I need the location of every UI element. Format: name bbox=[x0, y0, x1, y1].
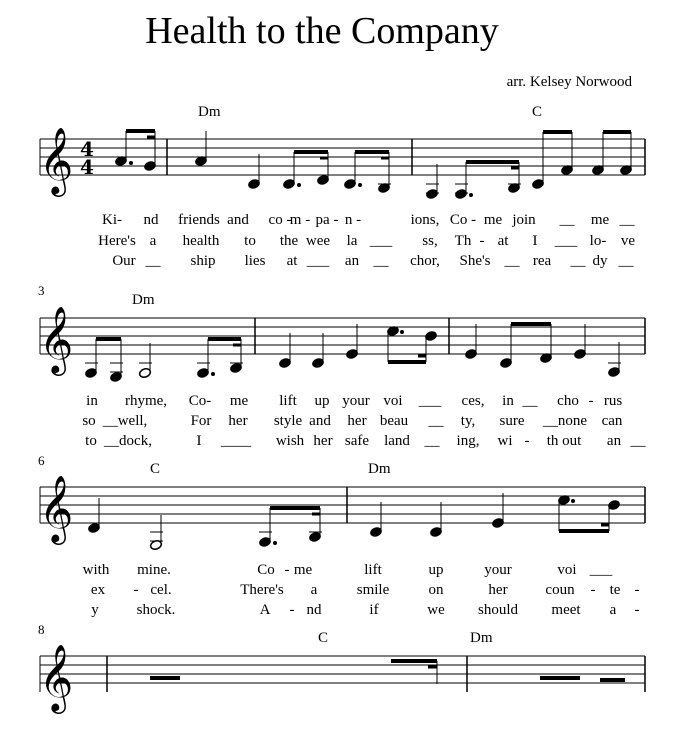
lyric-syllable: ing, bbox=[456, 433, 480, 449]
lyric-syllable: a bbox=[149, 233, 157, 249]
lyric-syllable: nd bbox=[306, 602, 322, 618]
lyric-syllable: me bbox=[293, 562, 313, 578]
lyric-syllable: if bbox=[369, 602, 379, 618]
lyric-syllable: an bbox=[344, 253, 360, 269]
treble-clef-icon: 𝄞 bbox=[39, 643, 74, 711]
chord-symbol: Dm bbox=[198, 104, 221, 120]
measure-number: 3 bbox=[38, 283, 45, 298]
lyric-syllable: pa - bbox=[315, 212, 339, 228]
lyric-syllable: lift bbox=[279, 393, 297, 409]
lyric-syllable: te bbox=[609, 582, 621, 598]
lyric-syllable: me bbox=[590, 212, 610, 228]
chord-symbol: Dm bbox=[368, 461, 391, 477]
measure-number: 6 bbox=[38, 453, 45, 468]
lyric-syllable: lo- bbox=[589, 233, 607, 249]
lyric-syllable: n - bbox=[344, 212, 362, 228]
lyric-syllable: beau bbox=[379, 413, 409, 429]
chord-symbol: Dm bbox=[132, 292, 155, 308]
lyric-syllable: and bbox=[227, 212, 249, 228]
lyric-syllable: the bbox=[279, 233, 299, 249]
lyric-syllable: sure bbox=[499, 413, 525, 429]
lyric-syllable: shock. bbox=[136, 602, 176, 618]
chord-symbol: C bbox=[532, 104, 543, 120]
lyric-syllable: - bbox=[284, 562, 290, 578]
lyric-syllable: in bbox=[502, 393, 514, 409]
lyric-syllable: with bbox=[82, 562, 110, 578]
lyric-syllable: wee bbox=[305, 233, 331, 249]
lyric-syllable: Th bbox=[454, 233, 472, 249]
lyric-syllable: ___ bbox=[418, 393, 442, 409]
lyric-syllable: Co- bbox=[188, 393, 212, 409]
lyric-syllable: - bbox=[289, 602, 295, 618]
lyric-syllable: ex bbox=[90, 582, 106, 598]
lyric-syllable: Our bbox=[112, 253, 136, 269]
lyric-syllable: __none bbox=[542, 413, 588, 429]
lyric-syllable: chor, bbox=[410, 253, 440, 269]
lyric-syllable: - bbox=[634, 582, 640, 598]
lyric-syllable: Co bbox=[257, 562, 275, 578]
lyric-syllable: wi bbox=[497, 433, 513, 449]
lyric-syllable: - bbox=[588, 393, 594, 409]
lyric-syllable: ___ bbox=[306, 253, 330, 269]
lyric-syllable: her bbox=[488, 582, 508, 598]
lyric-syllable: to bbox=[244, 233, 256, 249]
lyric-syllable: __ bbox=[373, 253, 389, 269]
lyric-syllable: - bbox=[524, 433, 530, 449]
lyric-syllable: ___ bbox=[369, 233, 393, 249]
lyric-syllable: cho bbox=[557, 393, 579, 409]
lyric-syllable: ve bbox=[620, 233, 636, 249]
chord-symbol: C bbox=[318, 630, 329, 646]
lyric-syllable: a bbox=[310, 582, 318, 598]
lyric-syllable: ____ bbox=[221, 433, 251, 449]
lyric-syllable: we bbox=[427, 602, 445, 618]
lyric-syllable: I bbox=[196, 433, 202, 449]
arranger-credit: arr. Kelsey Norwood bbox=[506, 74, 632, 90]
treble-clef-icon: 𝄞 bbox=[39, 474, 74, 542]
staff-notation bbox=[0, 305, 684, 398]
measure-number: 8 bbox=[38, 622, 45, 637]
lyric-syllable: in bbox=[86, 393, 98, 409]
lyric-syllable: lift bbox=[364, 562, 382, 578]
lyric-syllable: ions, bbox=[410, 212, 440, 228]
lyric-syllable: __ bbox=[424, 433, 440, 449]
page-title: Health to the Company bbox=[145, 10, 499, 52]
lyric-syllable: __ bbox=[145, 253, 161, 269]
lyric-syllable: - bbox=[479, 233, 485, 249]
lyric-syllable: can bbox=[601, 413, 623, 429]
lyric-syllable: up bbox=[428, 562, 444, 578]
lyric-syllable: up bbox=[314, 393, 330, 409]
lyric-syllable: I bbox=[532, 233, 538, 249]
lyric-syllable: ty, bbox=[460, 413, 476, 429]
lyric-syllable: cel. bbox=[150, 582, 172, 598]
lyric-syllable: ___ bbox=[554, 233, 578, 249]
lyric-syllable: __well, bbox=[102, 413, 148, 429]
lyric-syllable: a bbox=[609, 602, 617, 618]
lyric-syllable: For bbox=[190, 413, 212, 429]
staff-notation bbox=[0, 474, 684, 567]
lyric-syllable: her bbox=[347, 413, 367, 429]
lyric-syllable: __dock, bbox=[104, 433, 152, 449]
lyric-syllable: so bbox=[82, 413, 96, 429]
lyric-syllable: ship bbox=[190, 253, 216, 269]
lyric-syllable: There's bbox=[240, 582, 284, 598]
lyric-syllable: ___ bbox=[589, 562, 613, 578]
lyric-syllable: m - bbox=[289, 212, 311, 228]
lyric-syllable: join bbox=[512, 212, 536, 228]
lyric-syllable: should bbox=[477, 602, 519, 618]
lyric-syllable: lies bbox=[244, 253, 266, 269]
lyric-syllable: an bbox=[606, 433, 622, 449]
staff-system-3 bbox=[0, 474, 684, 567]
lyric-syllable: to bbox=[85, 433, 97, 449]
lyric-syllable: ss, bbox=[422, 233, 438, 249]
lyric-syllable: on bbox=[428, 582, 444, 598]
time-signature-bottom: 4 bbox=[80, 155, 94, 179]
lyric-syllable: - bbox=[590, 582, 596, 598]
lyric-syllable: at bbox=[497, 233, 509, 249]
lyric-syllable: Co - bbox=[449, 212, 477, 228]
lyric-syllable: A bbox=[259, 602, 271, 618]
lyric-syllable: friends bbox=[178, 212, 220, 228]
lyric-syllable: ces, bbox=[461, 393, 485, 409]
lyric-syllable: th out bbox=[546, 433, 582, 449]
lyric-syllable: - bbox=[133, 582, 139, 598]
lyric-syllable: wish bbox=[275, 433, 305, 449]
lyric-syllable: at bbox=[286, 253, 298, 269]
lyric-syllable: her bbox=[313, 433, 333, 449]
lyric-syllable: nd bbox=[143, 212, 159, 228]
staff-notation bbox=[0, 643, 684, 736]
lyric-syllable: __ bbox=[559, 212, 575, 228]
lyric-syllable: coun bbox=[545, 582, 575, 598]
lyric-syllable: safe bbox=[344, 433, 370, 449]
lyric-syllable: rhyme, bbox=[124, 393, 168, 409]
lyric-syllable: mine. bbox=[137, 562, 171, 578]
lyric-syllable: me bbox=[483, 212, 503, 228]
lyric-syllable: rea bbox=[532, 253, 552, 269]
treble-clef-icon: 𝄞 bbox=[39, 305, 74, 373]
time-signature-top: 4 bbox=[80, 137, 94, 161]
lyric-syllable: your bbox=[342, 393, 370, 409]
lyric-syllable: __ bbox=[618, 253, 634, 269]
lyric-syllable: y bbox=[91, 602, 99, 618]
staff-system-1 bbox=[0, 126, 684, 210]
lyric-syllable: and bbox=[309, 413, 331, 429]
lyric-syllable: Ki- bbox=[102, 212, 122, 228]
lyric-syllable: voi bbox=[383, 393, 403, 409]
lyric-syllable: Here's bbox=[98, 233, 136, 249]
staff-system-4 bbox=[0, 643, 684, 736]
lyric-syllable: her bbox=[228, 413, 248, 429]
lyric-syllable: She's bbox=[459, 253, 491, 269]
lyric-syllable: __ bbox=[504, 253, 520, 269]
lyric-syllable: health bbox=[182, 233, 220, 249]
lyric-syllable: dy bbox=[592, 253, 608, 269]
chord-symbol: Dm bbox=[470, 630, 493, 646]
lyric-syllable: voi bbox=[557, 562, 577, 578]
lyric-syllable: __ bbox=[619, 212, 635, 228]
lyric-syllable: smile bbox=[356, 582, 390, 598]
lyric-syllable: your bbox=[484, 562, 512, 578]
lyric-syllable: land bbox=[384, 433, 410, 449]
lyric-syllable: __ bbox=[522, 393, 538, 409]
staff-system-2 bbox=[0, 305, 684, 398]
treble-clef-icon: 𝄞 bbox=[39, 126, 74, 194]
lyric-syllable: __ bbox=[630, 433, 646, 449]
lyric-syllable: meet bbox=[551, 602, 581, 618]
lyric-syllable: style bbox=[273, 413, 303, 429]
chord-symbol: C bbox=[150, 461, 161, 477]
lyric-syllable: co - bbox=[268, 212, 292, 228]
lyric-syllable: me bbox=[229, 393, 249, 409]
lyric-syllable: la bbox=[346, 233, 358, 249]
lyric-syllable: __ bbox=[570, 253, 586, 269]
staff-notation bbox=[0, 126, 684, 210]
lyric-syllable: rus bbox=[603, 393, 623, 409]
lyric-syllable: __ bbox=[428, 413, 444, 429]
lyric-syllable: - bbox=[634, 602, 640, 618]
